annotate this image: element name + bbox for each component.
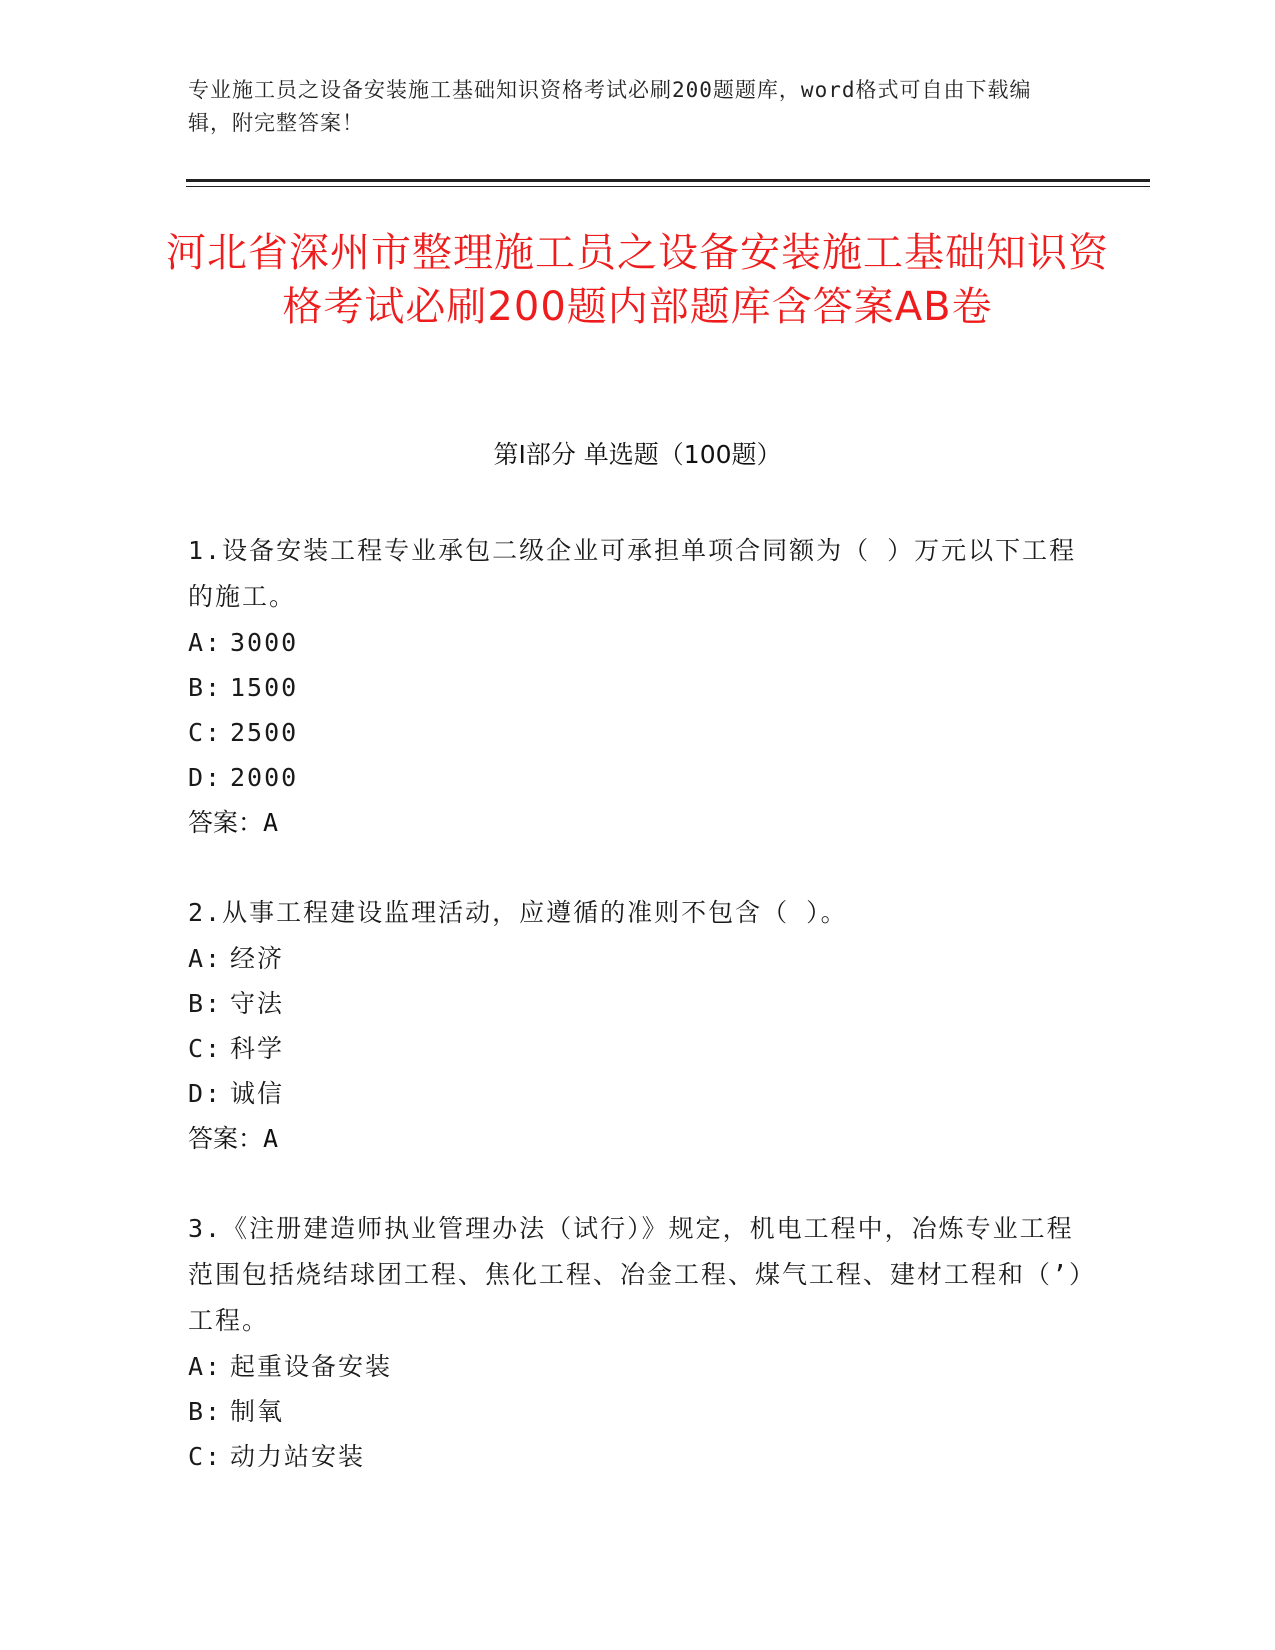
option-a <box>188 1344 1088 1389</box>
option-c <box>188 710 1088 755</box>
option-key: A: <box>188 1352 223 1381</box>
question-stem: 1.设备安装工程专业承包二级企业可承担单项合同额为（ ）万元以下工程的施工。 <box>188 536 1077 611</box>
option-c <box>188 1434 1088 1479</box>
option-text: 经济 <box>230 944 285 973</box>
option-b <box>188 1389 1088 1434</box>
question-stem: 3.《注册建造师执业管理办法（试行）》规定，机电工程中，冶炼专业工程范围包括烧结球团工程、焦化工程、冶金工程、煤气工程、建材工程和（’）工程。 <box>188 1214 1084 1335</box>
option-key: C: <box>188 718 223 747</box>
answer-label: 答案： <box>188 1124 264 1153</box>
option-text: 起重设备安装 <box>230 1352 393 1381</box>
question-2 <box>188 890 1088 1162</box>
option-b <box>188 981 1088 1026</box>
option-text: 2000 <box>230 763 299 792</box>
option-key: B: <box>188 1397 223 1426</box>
option-key: C: <box>188 1442 223 1471</box>
option-key: A: <box>188 628 223 657</box>
question-3 <box>188 1206 1088 1479</box>
option-c <box>188 1026 1088 1071</box>
question-1 <box>188 528 1088 846</box>
option-key: C: <box>188 1034 223 1063</box>
option-text: 诚信 <box>230 1079 285 1108</box>
option-key: D: <box>188 1079 223 1108</box>
option-a <box>188 620 1088 665</box>
option-text: 动力站安装 <box>230 1442 366 1471</box>
header-note: 专业施工员之设备安装施工基础知识资格考试必刷200题题库，word格式可自由下载编辑，附完整答案！ <box>188 78 1032 135</box>
option-b <box>188 665 1088 710</box>
option-d <box>188 1071 1088 1116</box>
answer-value: A <box>263 1124 279 1153</box>
answer-value: A <box>263 808 279 837</box>
option-text: 1500 <box>230 673 299 702</box>
option-text: 3000 <box>230 628 299 657</box>
section-title: 第Ⅰ部分 单选题（100题） <box>493 440 782 469</box>
option-key: B: <box>188 989 223 1018</box>
option-text: 制氧 <box>230 1397 285 1426</box>
header-rule-thin <box>186 186 1150 187</box>
option-key: B: <box>188 673 223 702</box>
document-title: 河北省深州市整理施工员之设备安装施工基础知识资格考试必刷200题内部题库含答案AB卷 <box>166 230 1109 330</box>
option-key: A: <box>188 944 223 973</box>
answer-label: 答案： <box>188 808 264 837</box>
answer <box>188 1116 1088 1162</box>
question-list <box>188 528 1088 1479</box>
option-d <box>188 755 1088 800</box>
option-text: 科学 <box>230 1034 285 1063</box>
option-key: D: <box>188 763 223 792</box>
option-text: 2500 <box>230 718 299 747</box>
answer <box>188 800 1088 846</box>
option-a <box>188 936 1088 981</box>
question-stem: 2.从事工程建设监理活动，应遵循的准则不包含（ ）。 <box>188 898 848 927</box>
option-text: 守法 <box>230 989 285 1018</box>
header-rule-thick <box>186 179 1150 182</box>
